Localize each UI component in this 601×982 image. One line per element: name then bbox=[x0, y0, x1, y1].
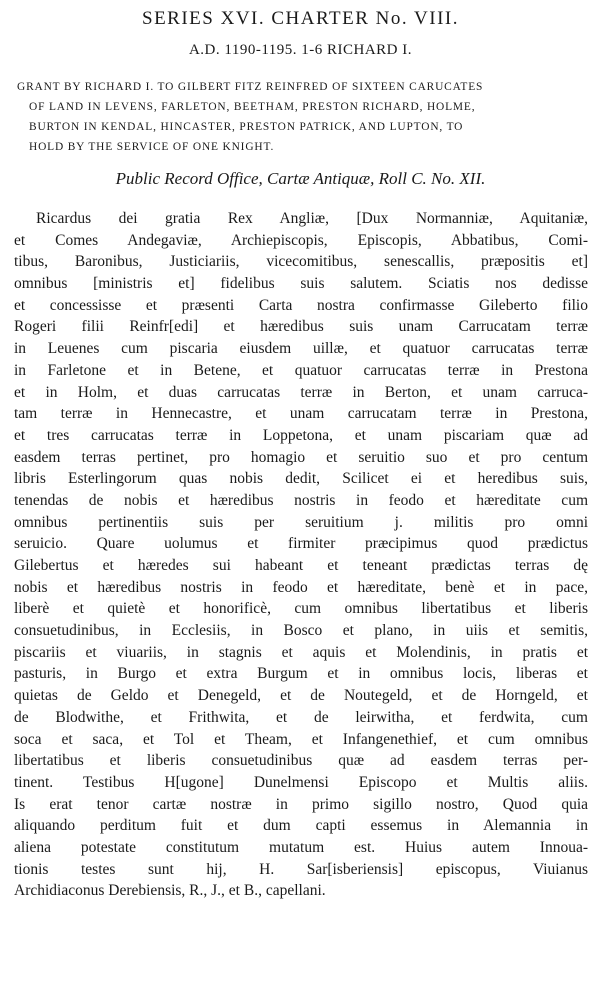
body-line: omnibus [ministris et] fidelibus suis salutem. Sciatis nos dedisse bbox=[14, 275, 588, 293]
body-line: et tres carrucatas terræ in Loppetona, et unam piscariam quæ ad bbox=[14, 426, 588, 444]
source-text: Public Record Office, Cartæ Antiquæ, Roll C. No. XII. bbox=[115, 169, 486, 188]
body-line: aliquando perditum fuit et dum capti essemus in Alemannia in bbox=[14, 817, 588, 835]
body-line: seruicio. Quare uolumus et firmiter præcipimus quod prædictus bbox=[14, 535, 588, 553]
summary-line: BURTON IN KENDAL, HINCASTER, PRESTON PATRICK, AND LUPTON, TO bbox=[29, 121, 464, 133]
date-heading bbox=[0, 42, 601, 59]
body-line: de Blodwithe, et Frithwita, et de leirwitha, et ferdwita, cum bbox=[14, 708, 588, 726]
summary-line: HOLD BY THE SERVICE OF ONE KNIGHT. bbox=[29, 141, 275, 153]
body-line: pasturis, in Burgo et extra Burgum et in omnibus locis, liberas et bbox=[14, 665, 588, 683]
summary-line: GRANT BY RICHARD I. TO GILBERT FITZ REINFRED OF SIXTEEN CARUCATES bbox=[17, 81, 484, 93]
body-line: soca et saca, et Tol et Theam, et Infangenethief, et cum omnibus bbox=[14, 730, 588, 748]
series-heading: SERIES XVI. CHARTER No. VIII. bbox=[142, 8, 459, 29]
body-line: tam terræ in Hennecastre, et unam carrucatam terræ in Prestona, bbox=[14, 405, 588, 423]
body-line: et Comes Andegaviæ, Archiepiscopis, Episcopis, Abbatibus, Comi- bbox=[14, 231, 588, 249]
grant-summary bbox=[17, 77, 587, 157]
body-line: omnibus pertinentiis suis per seruitium j. militis pro omni bbox=[14, 513, 588, 531]
body-line: Ricardus dei gratia Rex Angliæ, [Dux Normanniæ, Aquitaniæ, bbox=[36, 210, 588, 227]
body-line: Rogeri filii Reinfr[edi] et hæredibus suis unam Carrucatam terræ bbox=[14, 318, 588, 336]
body-line: libris Esterlingorum quas nobis dedit, Scilicet ei et heredibus suis, bbox=[14, 470, 588, 488]
body-line: quietas de Geldo et Denegeld, et de Noutegeld, et de Horngeld, et bbox=[14, 687, 588, 705]
date-text: A.D. 1190-1195. 1-6 RICHARD I. bbox=[188, 42, 413, 58]
body-line: piscariis et viuariis, in stagnis et aquis et Molendinis, in pratis et bbox=[14, 643, 588, 661]
body-line: liberè et quietè et honorificè, cum omnibus libertatibus et liberis bbox=[14, 600, 588, 618]
body-line: nobis et hæredibus nostris in feodo et hæreditate, benè et in pace, bbox=[14, 578, 588, 596]
body-line: Gilebertus et hæredes sui habeant et teneant prædictas terras dę bbox=[14, 557, 588, 574]
body-line: libertatibus et liberis consuetudinibus quæ ad easdem terras per- bbox=[14, 752, 588, 770]
body-line: easdem terras pertinet, pro homagio et seruitio suo et pro centum bbox=[14, 448, 588, 466]
body-line: in Farletone et in Betene, et quatuor carrucatas terræ in Prestona bbox=[14, 361, 588, 379]
body-line: tenendas de nobis et hæredibus nostris in feodo et hæreditate cum bbox=[14, 491, 588, 509]
body-line: tionis testes sunt hij, H. Sar[isberiensis] episcopus, Viuianus bbox=[14, 860, 588, 878]
body-line: et concessisse et præsenti Carta nostra confirmasse Gileberto filio bbox=[14, 296, 588, 314]
body-line: tinent. Testibus H[ugone] Dunelmensi Episcopo et Multis aliis. bbox=[14, 773, 588, 791]
charter-body bbox=[14, 208, 588, 902]
body-line: Archidiaconus Derebiensis, R., J., et B., capellani. bbox=[14, 882, 326, 900]
body-line: in Leuenes cum piscaria eiusdem uillæ, et quatuor carrucatas terræ bbox=[14, 340, 588, 358]
source-citation bbox=[0, 169, 601, 189]
summary-line: OF LAND IN LEVENS, FARLETON, BEETHAM, PRESTON RICHARD, HOLME, bbox=[29, 101, 476, 113]
body-line: Is erat tenor cartæ nostræ in primo sigillo nostro, Quod quia bbox=[14, 795, 588, 813]
body-line: tibus, Baronibus, Justiciariis, vicecomitibus, senescallis, præpositis et] bbox=[14, 253, 588, 271]
body-line: et in Holm, et duas carrucatas terræ in Berton, et unam carruca- bbox=[14, 383, 588, 401]
body-line: aliena potestate constitutum mutatum est. Huius autem Innoua- bbox=[14, 838, 588, 856]
body-line: consuetudinibus, in Ecclesiis, in Bosco et plano, in uiis et semitis, bbox=[14, 622, 588, 640]
